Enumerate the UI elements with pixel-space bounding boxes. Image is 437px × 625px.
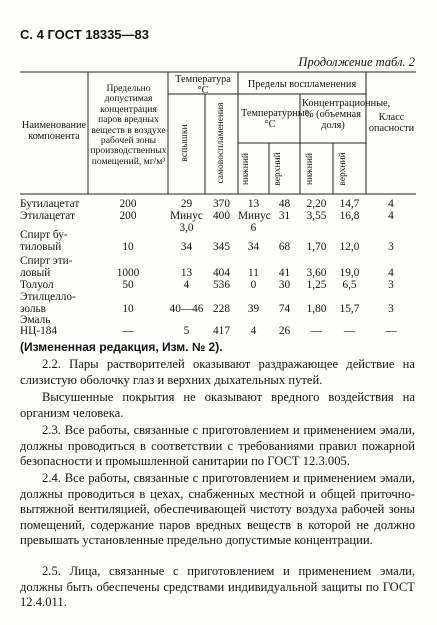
header-flash: вспышки	[180, 124, 190, 162]
cell-pdk: —	[122, 325, 134, 337]
cell-auto: 404	[213, 267, 230, 279]
header-ignition-limits: Пределы воспламенения	[247, 79, 357, 90]
cell-c-low: 1,70	[306, 241, 327, 253]
cell-class: 4	[388, 267, 394, 279]
header-concentration: Предельно допустимая концентрация паров вредных веществ в воздухе рабочей зоны производственных помещений, мг/м³	[90, 83, 167, 167]
paragraph-2-5: 2.5. Лица, связанные с приготовлением и применением эмали, должны быть обеспечены средствами индивидуальной защиты по ГОСТ 12.4.011.	[20, 564, 415, 609]
cell-pdk: 10	[122, 241, 134, 253]
row-name: Спирт эти-	[20, 255, 73, 267]
row-name-cont: ловый	[20, 267, 51, 279]
cell-t-low: 13	[247, 198, 260, 210]
cell-class: 3	[388, 303, 394, 315]
cell-class: —	[385, 325, 397, 337]
cell-class: 4	[388, 210, 394, 222]
cell-t-low: 0	[250, 279, 257, 291]
row-name: Толуол	[20, 279, 54, 291]
cell-c-low: 1,80	[306, 303, 327, 315]
header-temp-limits: Температурные, °С	[241, 108, 312, 130]
cell-flash: 40—46	[169, 303, 204, 315]
cell-auto: 417	[213, 325, 230, 337]
cell-t-low: 39	[247, 303, 260, 315]
cell-flash: 29	[180, 198, 193, 210]
row-name-cont: тиловый	[20, 241, 62, 253]
amendment-note: (Измененная редакция, Изм. № 2).	[20, 340, 223, 354]
cell-pdk: 10	[122, 303, 134, 315]
paragraph-dried-coatings: Высушенные покрытия не оказывают вредного воздействия на организм человека.	[20, 390, 415, 420]
cell-pdk: 1000	[116, 267, 140, 279]
cell-c-high: 6,5	[342, 279, 357, 291]
row-name-cont: зольв	[20, 303, 47, 315]
row-name: Этилцелло-	[20, 291, 76, 303]
header-hazard-class: Класс опасности	[368, 112, 415, 134]
cell-t-low: 4	[250, 325, 257, 337]
row-name: Эмаль	[20, 314, 51, 326]
page-header: С. 4 ГОСТ 18335—83	[20, 27, 149, 42]
cell-auto: 370	[213, 198, 230, 210]
cell-flash: 13	[180, 267, 193, 279]
cell-c-high: 19,0	[339, 267, 360, 279]
cell-c-low: —	[310, 325, 323, 337]
cell-flash: 5	[183, 325, 190, 337]
paragraph-2-2: 2.2. Пары растворителей оказывают раздражающее действие на слизистую оболочку глаз и верхних дыхательных путей.	[20, 357, 415, 387]
header-conc-limits: Концентрационные, % (объемная доля)	[302, 98, 391, 131]
cell-c-high: —	[343, 325, 356, 337]
cell-class: 3	[388, 241, 394, 253]
cell-c-high: 14,7	[339, 198, 360, 210]
cell-auto: 536	[213, 279, 230, 291]
row-name-cont: НЦ-184	[20, 325, 58, 337]
cell-c-high: 16,8	[339, 210, 360, 222]
cell-t-high: 30	[278, 279, 291, 291]
cell-c-high: 12,0	[339, 241, 360, 253]
cell-t-high: 74	[278, 303, 291, 315]
cell-t-low: 11	[248, 267, 259, 279]
cell-auto: 400	[213, 210, 230, 222]
paragraph-2-4: 2.4. Все работы, связанные с приготовлением и применением эмали, должны проводиться в цехах, снабженных местной и общей приточно-вытяжной вентиляцией, обеспечивающей чистоту воздуха рабочей зоны помещений, содержание паров вредных веществ в которой не должно превышать установленные предельно допустимые концентрации.	[20, 471, 415, 547]
cell-t-low: 34	[247, 241, 260, 253]
row-name: Бутилацетат	[20, 198, 80, 210]
cell-class: 4	[388, 198, 394, 210]
cell-t-high: 48	[278, 198, 291, 210]
table-continuation-label: Продолжение табл. 2	[298, 55, 415, 69]
cell-c-high: 15,7	[339, 303, 360, 315]
header-temp-upper: верхний	[273, 152, 283, 186]
cell-t-high: 26	[278, 325, 291, 337]
paragraph-2-3: 2.3. Все работы, связанные с приготовлением и применением эмали, должны проводиться в соответствии с требованиями правил пожарной безопасности и промышленной санитарии по ГОСТ 12.3.005.	[20, 423, 415, 468]
cell-flash: 4	[183, 279, 190, 291]
cell-c-low: 3,55	[306, 210, 327, 222]
row-name: Спирт бу-	[20, 229, 68, 241]
cell-pdk: 200	[119, 210, 137, 222]
row-name: Этилацетат	[20, 210, 75, 222]
header-component: Наименование компонента	[21, 120, 87, 142]
cell-t-high: 41	[278, 267, 291, 279]
header-temperature: Температура °С	[175, 74, 231, 96]
cell-class: 3	[388, 279, 394, 291]
header-temp-lower: нижний	[241, 153, 251, 185]
cell-t-high: 68	[278, 241, 291, 253]
cell-pdk: 50	[122, 279, 134, 291]
header-autoignition: самовоспламенения	[216, 102, 226, 184]
cell-c-low: 2,20	[306, 198, 327, 210]
cell-c-low: 3,60	[306, 267, 327, 279]
header-conc-lower: нижний	[305, 153, 315, 185]
cell-flash: 34	[180, 241, 193, 253]
cell-pdk: 200	[119, 198, 137, 210]
cell-flash: Минус 3,0	[170, 210, 203, 234]
cell-auto: 228	[213, 303, 230, 315]
cell-t-high: 31	[278, 210, 291, 222]
cell-t-low: Минус 6	[238, 210, 271, 234]
cell-auto: 345	[213, 241, 230, 253]
header-conc-upper: верхний	[338, 152, 348, 186]
cell-c-low: 1,25	[306, 279, 327, 291]
